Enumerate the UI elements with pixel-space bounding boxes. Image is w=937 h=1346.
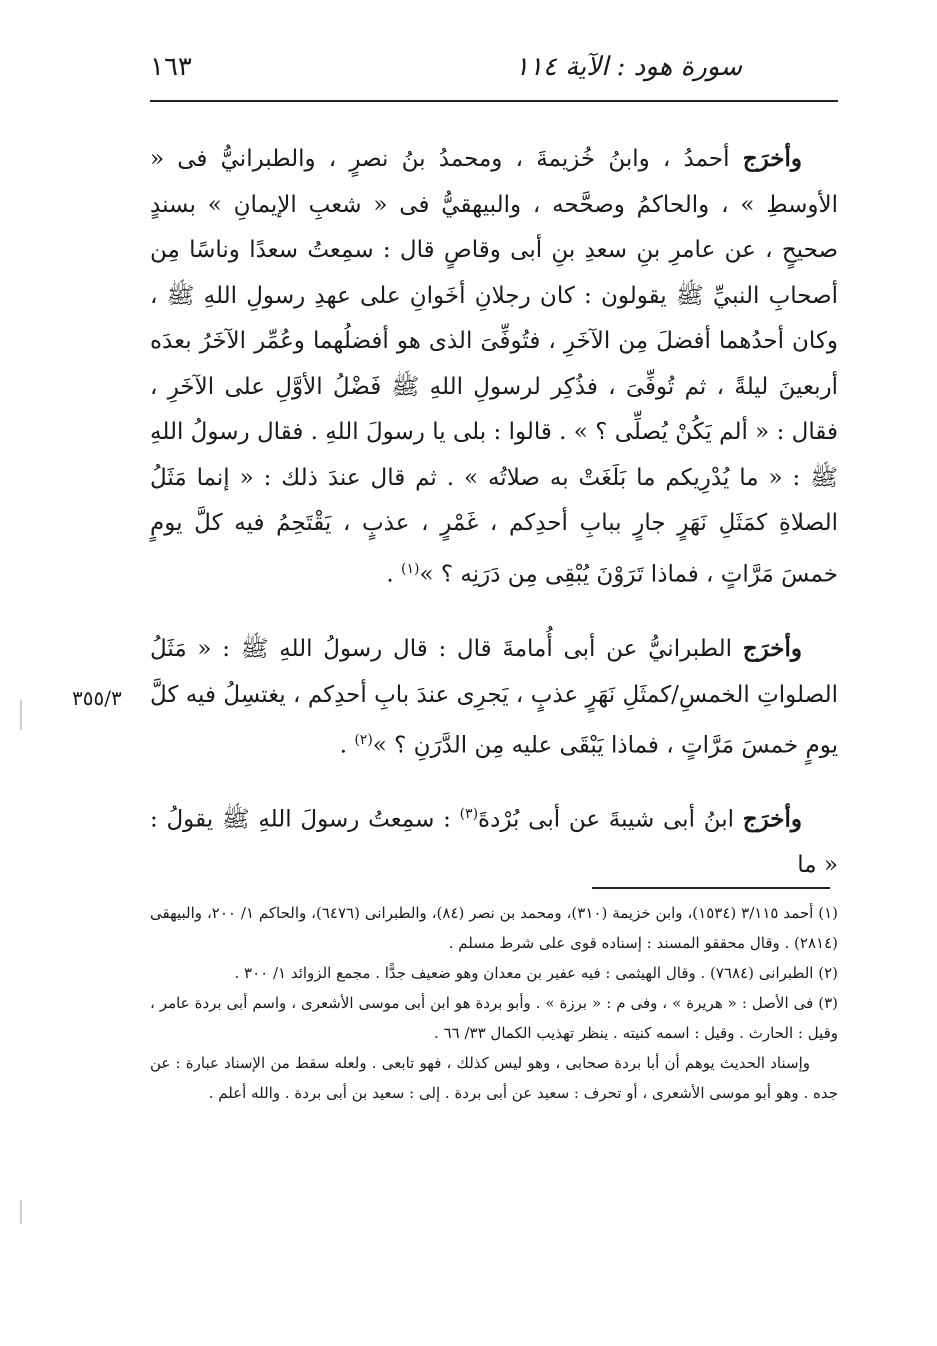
paragraph-end: . — [339, 732, 355, 759]
paragraph-lead: وأخرَج — [742, 635, 802, 662]
paragraph-lead: وأخرَج — [742, 805, 802, 833]
paragraph-end: . — [386, 561, 402, 588]
footnote-ref: (٣) — [459, 806, 479, 822]
footnote-ref: (٢) — [354, 732, 373, 748]
footnote-3: (٣) فى الأصل : « هريرة » ، وفى م : « برزة » . وأبو بردة هو ابن أبى موسى الأشعرى ، واسم أبى بردة عامر ، وقيل : الحارث . وقيل : اسمه كنيته . ينظر تهذيب الكمال ٣٣/ ٦٦ . — [150, 994, 838, 1042]
paragraph-text: الطبرانيُّ عن أبى أُمامةَ قال : قال رسولُ اللهِ ﷺ : « مَثَلُ الصلواتِ الخمسِ/كمثَلِ نَهَرٍ عذبٍ ، يَجرِى عندَ بابِ أحدِكم ، يغتسِلُ فيه كلَّ يومٍ خمسَ مَرَّاتٍ ، فماذا يَبْقَى عليه مِن الدَّرَنِ ؟ » — [150, 636, 838, 759]
paragraph-3 — [150, 792, 838, 889]
scan-edge-mark — [20, 700, 22, 730]
page-header — [150, 52, 838, 92]
page-number: ١٦٣ — [150, 52, 192, 82]
paragraph-text: أحمدُ ، وابنُ خُزيمةَ ، ومحمدُ بنُ نصرٍ ، والطبرانيُّ فى « الأوسطِ » ، والحاكمُ وصحَّحه ، والبيهقيُّ فى « شعبِ الإيمانِ » بسندٍ صحيحٍ ، عن عامرِ بنِ سعدِ بنِ أبى وقاصٍ قال : سمِعتُ سعدًا وناسًا مِن أصحابِ النبيِّ ﷺ يقولون : كان رجلانِ أخَوانِ على عهدِ رسولِ اللهِ ﷺ ، وكان أحدُهما أفضلَ مِن الآخَرِ ، فتُوفِّىَ الذى هو أفضلُهما وعُمِّر الآخَرُ بعدَه أربعينَ ليلةً ، ثم تُوفِّىَ ، فذُكِر لرسولِ اللهِ ﷺ فَضْلُ الأوَّلِ على الآخَرِ ، فقال : « ألم يَكُنْ يُصلِّى ؟ » . قالوا : بلى يا رسولَ اللهِ . فقال رسولُ اللهِ ﷺ : « ما يُدْرِيكم ما بَلَغَتْ به صلاتُه » . ثم قال عندَ ذلك : « إنما مَثَلُ الصلاةِ كمَثَلِ نَهَرٍ جارٍ ببابِ أحدِكم ، غَمْرٍ ، عذبٍ ، يَقْتَحِمُ فيه كلَّ يومٍ خمسَ مَرَّاتٍ ، فماذا تَرَوْنَ يُبْقِى مِن دَرَنِه ؟ » — [150, 146, 838, 588]
margin-reference: ٣٥٥/٣ — [72, 686, 122, 710]
header-rule — [150, 100, 838, 102]
paragraph-text: ابنُ أبى شيبةَ عن أبى بُرْدةَ — [478, 806, 743, 833]
footnote-ref: (١) — [401, 560, 420, 577]
footnote-separator — [592, 887, 830, 889]
paragraph-1 — [150, 136, 838, 598]
paragraph-end: : سمِعتُ رسولَ اللهِ ﷺ يقولُ : « ما — [150, 806, 838, 879]
footnote-1: (١) أحمد ٣/١١٥ (١٥٣٤)، وابن خزيمة (٣١٠)، ومحمد بن نصر (٨٤)، والطبرانى (٦٤٧٦)، والحاكم ١/ ٢٠٠، والبيهقى (٢٨١٤) . وقال محققو المسند : إسناده قوى على شرط مسلم . — [150, 904, 839, 952]
footnote-2: (٢) الطبرانى (٧٦٨٤) . وقال الهيثمى : فيه عفير بن معدان وهو ضعيف جدًّا . مجمع الزوائد ١/ ٣٠٠ . — [234, 964, 838, 982]
footnote-3-continuation: وإسناد الحديث يوهم أن أبا بردة صحابى ، وهو ليس كذلك ، فهو تابعى . ولعله سقط من الإسناد عبارة : عن جده . وهو أبو موسى الأشعرى ، أو تحرف : سعيد عن أبى بردة . إلى : سعيد بن أبى بردة . والله أعلم . — [150, 1054, 838, 1102]
paragraph-2 — [150, 626, 838, 769]
paragraph-lead: وأخرَج — [742, 145, 802, 172]
running-title: سورة هود : الآية ١١٤ — [514, 52, 742, 82]
footnotes — [150, 898, 838, 1108]
scan-edge-mark — [20, 1200, 22, 1224]
